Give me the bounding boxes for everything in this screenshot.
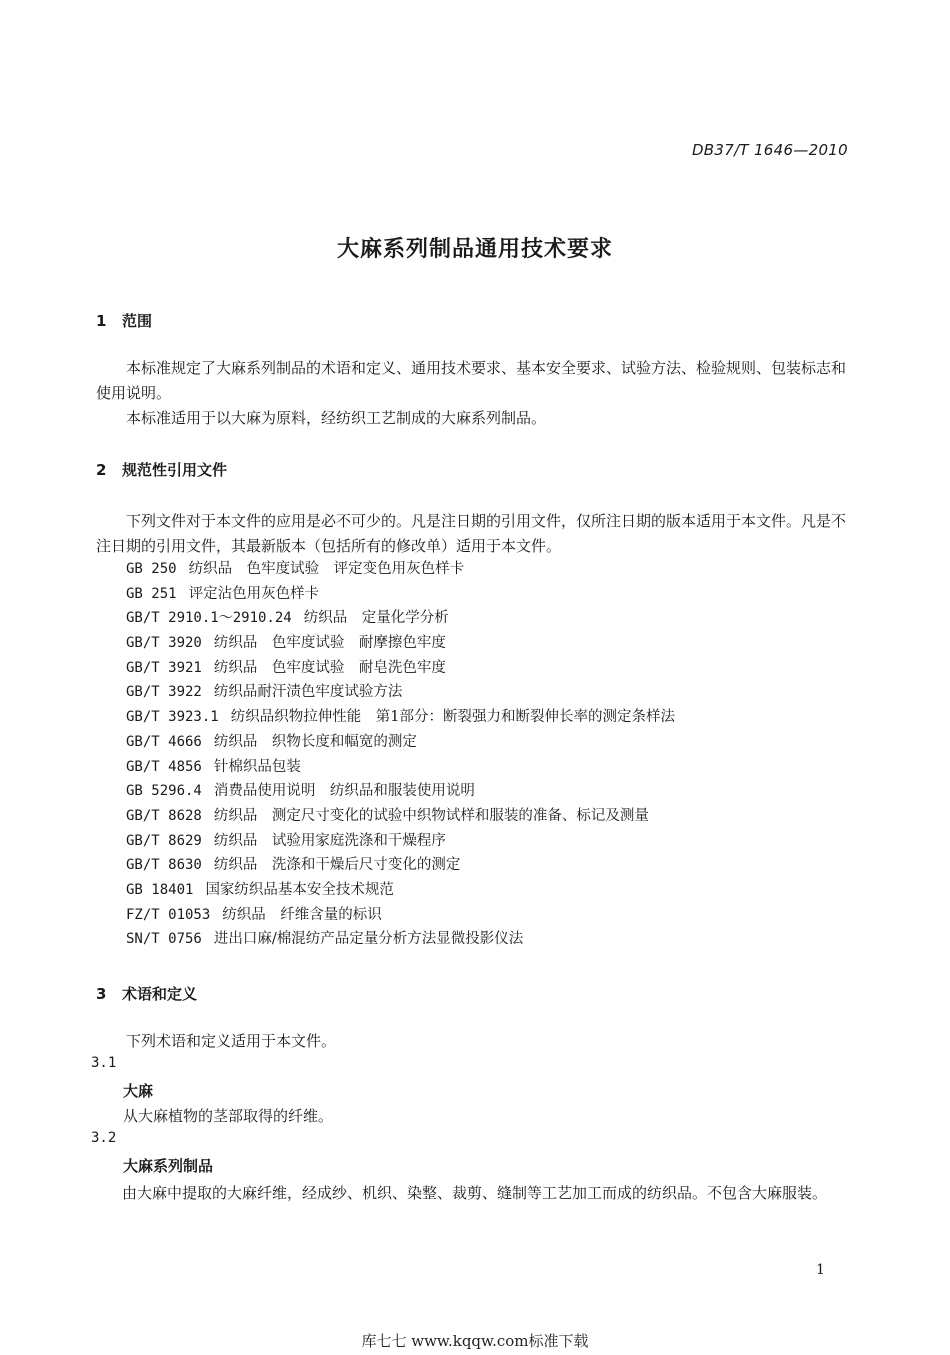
reference-title: 纺织品 测定尺寸变化的试验中织物试样和服装的准备、标记及测量 [213,807,649,824]
reference-item [126,878,675,903]
reference-item [126,903,675,928]
reference-code: GB 251 [126,585,177,602]
section-2-heading [96,459,227,480]
clause-number: 3.1 [91,1055,117,1071]
reference-code: GB/T 8629 [126,832,202,849]
reference-item [126,755,675,780]
reference-code: GB/T 8630 [126,857,202,874]
footer-source-text: 库七七 www.kqqw.com标准下载 [361,1332,589,1350]
reference-code: GB/T 4666 [126,733,202,750]
page-title: 大麻系列制品通用技术要求 [336,237,613,262]
normative-references-list [126,557,675,952]
section-1-paragraph-2: 本标准适用于以大麻为原料，经纺织工艺制成的大麻系列制品。 [126,409,547,427]
reference-title: 纺织品织物拉伸性能 第1部分：断裂强力和断裂伸长率的测定条样法 [230,709,675,726]
reference-item [126,606,675,631]
section-2-intro: 下列文件对于本文件的应用是必不可少的。凡是注日期的引用文件，仅所注日期的版本适用于本文件。凡是不注日期的引用文件，其最新版本（包括所有的修改单）适用于本文件。 [96,512,847,555]
section-title: 规范性引用文件 [122,461,228,479]
reference-title: 纺织品 试验用家庭洗涤和干燥程序 [213,832,446,849]
term-name: 大麻 [123,1082,154,1100]
section-3-intro: 下列术语和定义适用于本文件。 [126,1032,337,1050]
reference-item [126,705,675,730]
reference-item [126,779,675,804]
reference-code: SN/T 0756 [126,931,202,948]
standard-number: DB37/T 1646—2010 [691,141,848,159]
reference-title: 纺织品 织物长度和幅宽的测定 [213,733,417,750]
reference-code: GB/T 8628 [126,807,202,824]
reference-item [126,853,675,878]
reference-code: GB/T 2910.1～2910.24 [126,610,292,627]
reference-item [126,804,675,829]
reference-item [126,582,675,607]
section-number: 1 [96,312,107,330]
section-1-heading [96,310,152,331]
reference-title: 纺织品 纤维含量的标识 [222,906,382,923]
section-title: 范围 [122,312,153,330]
reference-item [126,680,675,705]
clause-number: 3.2 [91,1130,117,1146]
term-name: 大麻系列制品 [123,1157,214,1175]
reference-item [126,631,675,656]
reference-item [126,927,675,952]
reference-title: 纺织品耐汗渍色牢度试验方法 [213,684,403,701]
reference-item [126,730,675,755]
section-3-heading [96,983,197,1004]
reference-code: GB/T 3923.1 [126,709,219,726]
section-number: 3 [96,985,107,1003]
reference-item [126,829,675,854]
reference-code: GB/T 3922 [126,684,202,701]
reference-code: GB 250 [126,561,177,577]
reference-item [126,656,675,681]
section-1-paragraph-1: 本标准规定了大麻系列制品的术语和定义、通用技术要求、基本安全要求、试验方法、检验规则、包装标志和使用说明。 [96,359,847,402]
reference-code: GB 18401 [126,881,194,898]
term-definition: 从大麻植物的茎部取得的纤维。 [123,1107,334,1125]
reference-item [126,557,675,582]
reference-title: 纺织品 定量化学分析 [303,610,449,627]
reference-title: 纺织品 色牢度试验 耐皂洗色牢度 [213,659,446,676]
reference-code: GB/T 3921 [126,659,202,676]
reference-title: 进出口麻/棉混纺产品定量分析方法显微投影仪法 [213,931,524,948]
page-number: 1 [816,1262,825,1278]
section-number: 2 [96,461,107,479]
reference-title: 消费品使用说明 纺织品和服装使用说明 [213,783,475,800]
reference-title: 纺织品 洗涤和干燥后尺寸变化的测定 [213,857,461,874]
reference-code: GB/T 3920 [126,635,202,652]
term-definition: 由大麻中提取的大麻纤维，经成纱、机织、染整、裁剪、缝制等工艺加工而成的纺织品。不包含大麻服装。 [122,1184,828,1202]
reference-title: 评定沾色用灰色样卡 [188,585,320,602]
reference-code: GB 5296.4 [126,783,202,800]
reference-title: 纺织品 色牢度试验 评定变色用灰色样卡 [188,561,465,577]
reference-title: 纺织品 色牢度试验 耐摩擦色牢度 [213,635,446,652]
reference-title: 针棉织品包装 [213,758,301,775]
reference-title: 国家纺织品基本安全技术规范 [205,881,394,898]
section-title: 术语和定义 [122,985,198,1003]
reference-code: FZ/T 01053 [126,906,211,923]
reference-code: GB/T 4856 [126,758,202,775]
